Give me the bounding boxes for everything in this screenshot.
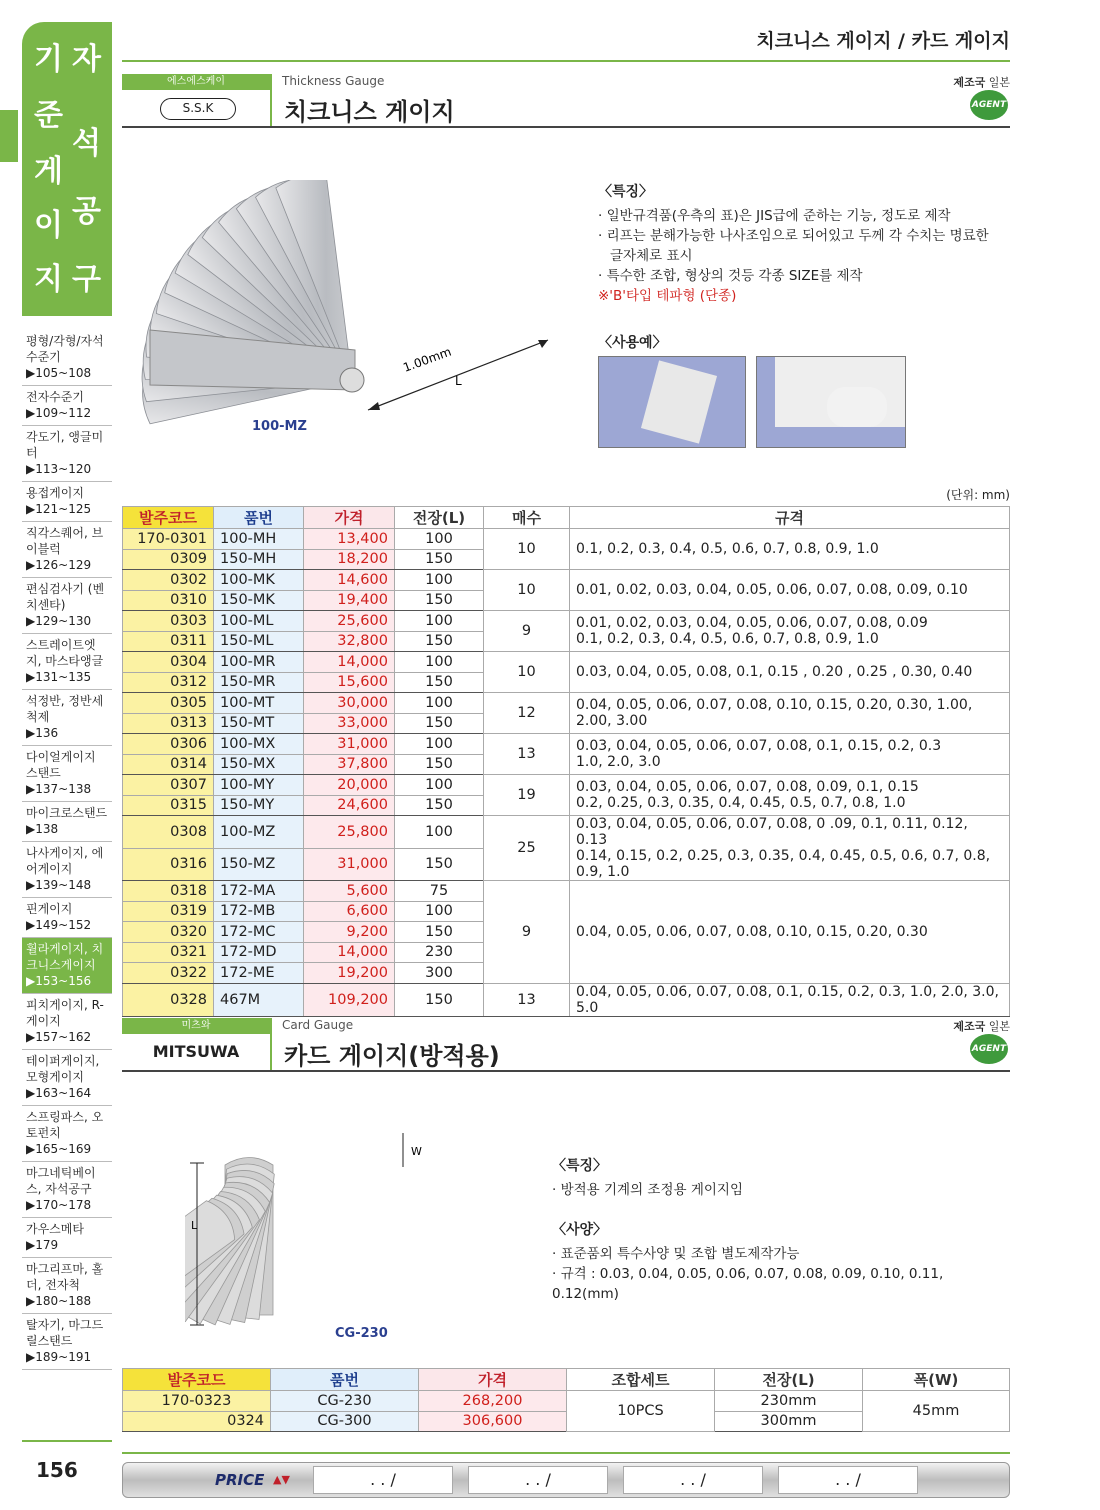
part-cell: 172-ME: [214, 963, 304, 984]
price-date-slot[interactable]: . . /: [778, 1466, 918, 1494]
code-cell: 0320: [123, 922, 214, 943]
price-date-slot[interactable]: . . /: [623, 1466, 763, 1494]
header-set: 조합세트: [567, 1369, 715, 1391]
spec-line: · 표준품외 특수사양 및 조합 별도제작가능: [552, 1246, 800, 1262]
origin: [953, 1018, 1010, 1034]
sidebar-item[interactable]: [22, 802, 112, 842]
sidebar-item-label: 석정반, 정반세척제: [26, 694, 104, 724]
length-cell: 150: [395, 590, 484, 611]
product-header: [122, 74, 1010, 130]
divider: [122, 1452, 1010, 1454]
spec-line: 0.01, 0.02, 0.03, 0.04, 0.05, 0.06, 0.07, 0.08, 0.09, 0.10: [576, 582, 968, 598]
dimension-L-label: L: [455, 374, 462, 388]
price-cell: 31,000: [304, 734, 395, 755]
origin-label: 제조국: [953, 1020, 986, 1033]
code-cell: 0322: [123, 963, 214, 984]
sidebar-item[interactable]: [22, 1162, 112, 1218]
part-cell: 100-MY: [214, 775, 304, 796]
spec-line: 0.1, 0.2, 0.3, 0.4, 0.5, 0.6, 0.7, 0.8, 0.9, 1.0: [576, 541, 879, 557]
sidebar-item-pages: ▶149~152: [26, 918, 92, 932]
sidebar-item-label: 마이크로스탠드: [26, 806, 108, 820]
sidebar-nav: [22, 330, 112, 1370]
sidebar-item-pages: ▶126~129: [26, 558, 92, 572]
code-cell: 0306: [123, 734, 214, 755]
part-cell: 172-MC: [214, 922, 304, 943]
header-length: 전장(L): [715, 1369, 863, 1391]
price-cell: 25,600: [304, 611, 395, 632]
sidebar-item-pages: ▶163~164: [26, 1086, 92, 1100]
sidebar-item-pages: ▶136: [26, 726, 59, 740]
price-cell: 20,000: [304, 775, 395, 796]
sidebar-accent: [0, 110, 18, 162]
length-cell: 150: [395, 983, 484, 1016]
sidebar-item[interactable]: [22, 386, 112, 426]
usage-heading: [598, 333, 667, 357]
sidebar-title-char: 지: [34, 262, 63, 297]
sidebar-item-label: 다이얼게이지 스탠드: [26, 750, 96, 780]
count-cell: 10: [484, 652, 570, 693]
agent-badge: AGENT: [970, 1034, 1008, 1064]
spec-line: 1.0, 2.0, 3.0: [576, 754, 661, 770]
agent-badge: AGENT: [970, 90, 1008, 120]
spec-line: 0.1, 0.2, 0.3, 0.4, 0.5, 0.6, 0.7, 0.8, 0.9, 1.0: [576, 631, 879, 647]
usage-photo-1: [598, 356, 746, 448]
price-label: PRICE: [215, 1471, 265, 1489]
length-cell: 100: [395, 529, 484, 550]
code-cell: 0308: [123, 816, 214, 849]
length-cell: 100: [395, 693, 484, 714]
thickness-gauge-image: [140, 180, 570, 440]
feature-line: 글자체로 표시: [610, 248, 693, 264]
sidebar-item[interactable]: [22, 330, 112, 386]
sidebar-title-char: 게: [34, 154, 63, 189]
spec-cell: [570, 983, 1010, 1016]
header-spec: 규격: [570, 507, 1010, 529]
length-cell: 300mm: [715, 1411, 863, 1432]
sidebar-item-label: 스프링파스, 오토펀치: [26, 1110, 104, 1140]
sidebar-item[interactable]: [22, 426, 112, 482]
image-caption: CG-230: [335, 1326, 388, 1341]
sidebar-item-pages: ▶165~169: [26, 1142, 92, 1156]
price-cell: 13,400: [304, 529, 395, 550]
length-cell: 100: [395, 901, 484, 922]
divider: [270, 74, 272, 126]
length-cell: 230mm: [715, 1391, 863, 1412]
part-cell: 172-MB: [214, 901, 304, 922]
price-cell: 31,000: [304, 848, 395, 881]
sidebar-item-pages: ▶179: [26, 1238, 59, 1252]
brand-logo: MITSUWA: [152, 1042, 240, 1061]
sidebar-item-pages: ▶138: [26, 822, 59, 836]
sidebar-item[interactable]: [22, 482, 112, 522]
length-cell: 150: [395, 713, 484, 734]
image-caption: 100-MZ: [252, 419, 307, 434]
spec-cell: [570, 734, 1010, 775]
code-cell: 0321: [123, 942, 214, 963]
page-number: 156: [36, 1458, 78, 1482]
spec-line: 0.04, 0.05, 0.06, 0.07, 0.08, 0.1, 0.15, 0.2, 0.3, 1.0, 2.0, 3.0, 5.0: [576, 983, 999, 1016]
sidebar-item-pages: ▶129~130: [26, 614, 92, 628]
brand-korean: 에스에스케이: [122, 74, 270, 90]
code-cell: 0328: [123, 983, 214, 1016]
count-cell: 25: [484, 816, 570, 881]
sidebar-item[interactable]: [22, 842, 112, 898]
spec-line: 0.01, 0.02, 0.03, 0.04, 0.05, 0.06, 0.07, 0.08, 0.09: [576, 615, 928, 631]
sidebar-item[interactable]: [22, 898, 112, 938]
origin: [953, 74, 1010, 90]
price-cell: 33,000: [304, 713, 395, 734]
spec-line: 0.03, 0.04, 0.05, 0.06, 0.07, 0.08, 0.1, 0.15, 0.2, 0.3: [576, 738, 942, 754]
sidebar-item[interactable]: [22, 1258, 112, 1314]
length-cell: 150: [395, 672, 484, 693]
price-cell: 268,200: [419, 1391, 567, 1412]
header-price: 가격: [419, 1369, 567, 1391]
sidebar-item-label: 마그리프마, 홀더, 전자척: [26, 1262, 104, 1292]
features-heading: 〈특징〉: [598, 184, 654, 200]
sidebar-item[interactable]: [22, 1218, 112, 1258]
usage-heading-text: 〈사용예〉: [598, 335, 667, 351]
sidebar-item[interactable]: [22, 938, 112, 994]
price-cell: 24,600: [304, 795, 395, 816]
part-cell: 467M: [214, 983, 304, 1016]
part-cell: 100-MR: [214, 652, 304, 673]
code-cell: 0319: [123, 901, 214, 922]
sidebar-item-pages: ▶121~125: [26, 502, 92, 516]
length-cell: 100: [395, 734, 484, 755]
length-cell: 100: [395, 611, 484, 632]
dimension-L-label: L: [191, 1219, 198, 1232]
sidebar-item-pages: ▶189~191: [26, 1350, 92, 1364]
sidebar-item[interactable]: [22, 1050, 112, 1106]
count-cell: 13: [484, 734, 570, 775]
sidebar-title-char: 준: [34, 98, 63, 133]
spec-cell: [570, 816, 1010, 881]
length-cell: 100: [395, 570, 484, 591]
part-cell: 172-MA: [214, 881, 304, 902]
feature-note: ※'B'타입 테파형 (단종): [598, 288, 737, 304]
sidebar-item-label: 나사게이지, 에어게이지: [26, 846, 104, 876]
sidebar-item-label: 편심검사기 (벤치센타): [26, 582, 105, 612]
spec-cell: [570, 652, 1010, 693]
code-cell: 0309: [123, 549, 214, 570]
part-cell: 150-MR: [214, 672, 304, 693]
spec-cell: [570, 775, 1010, 816]
spec-cell: [570, 529, 1010, 570]
part-cell: 100-MH: [214, 529, 304, 550]
brand-korean: 미츠와: [122, 1018, 270, 1034]
category-english: Card Gauge: [282, 1018, 354, 1032]
code-cell: 0304: [123, 652, 214, 673]
spec-line: 0.03, 0.04, 0.05, 0.06, 0.07, 0.08, 0 .09, 0.1, 0.11, 0.12, 0.13: [576, 816, 968, 848]
count-cell: 13: [484, 983, 570, 1016]
unit-label: (단위: mm): [946, 488, 1010, 502]
length-cell: 100: [395, 652, 484, 673]
divider: [122, 1070, 1010, 1072]
count-cell: 19: [484, 775, 570, 816]
card-gauge-image: [185, 1125, 445, 1345]
feature-line: · 특수한 조합, 형상의 것등 각종 SIZE를 제작: [598, 268, 863, 284]
sidebar-item[interactable]: [22, 746, 112, 802]
part-cell: CG-230: [271, 1391, 419, 1412]
divider: [22, 1440, 112, 1442]
price-cell: 14,000: [304, 942, 395, 963]
price-date-slot[interactable]: . . /: [468, 1466, 608, 1494]
brand-logo: S.S.K: [160, 98, 236, 120]
spec-cell: [570, 570, 1010, 611]
features: [598, 182, 1008, 306]
part-cell: 150-MX: [214, 754, 304, 775]
header-part: 품번: [271, 1369, 419, 1391]
header-length: 전장(L): [395, 507, 484, 529]
spec-line: 0.04, 0.05, 0.06, 0.07, 0.08, 0.10, 0.15, 0.20, 0.30: [576, 923, 928, 940]
code-cell: 0312: [123, 672, 214, 693]
product-title: 치크니스 게이지: [284, 98, 455, 126]
code-cell: 0310: [123, 590, 214, 611]
price-cell: 19,400: [304, 590, 395, 611]
count-cell: 12: [484, 693, 570, 734]
price-cell: 14,000: [304, 652, 395, 673]
sidebar-item[interactable]: [22, 994, 112, 1050]
sidebar-item-label: 마그네틱베이스, 자석공구: [26, 1166, 96, 1196]
sidebar-item[interactable]: [22, 634, 112, 690]
sidebar-item[interactable]: [22, 690, 112, 746]
sidebar-title-char: 기: [34, 42, 63, 77]
divider: [122, 126, 1010, 128]
part-cell: 150-MH: [214, 549, 304, 570]
code-cell: 0305: [123, 693, 214, 714]
price-cell: 18,200: [304, 549, 395, 570]
price-cell: 15,600: [304, 672, 395, 693]
part-cell: 100-MT: [214, 693, 304, 714]
price-bar: [122, 1462, 1010, 1498]
length-cell: 75: [395, 881, 484, 902]
origin-country: 일본: [988, 1020, 1010, 1033]
sidebar-item-label: 평형/각형/자석수준기: [26, 334, 104, 364]
price-cell: 5,600: [304, 881, 395, 902]
part-cell: 150-MK: [214, 590, 304, 611]
code-cell: 0307: [123, 775, 214, 796]
code-cell: 0303: [123, 611, 214, 632]
feature-line: · 일반규격품(우측의 표)은 JIS급에 준하는 기능, 정도로 제작: [598, 208, 951, 224]
code-cell: 0313: [123, 713, 214, 734]
price-cell: 37,800: [304, 754, 395, 775]
length-cell: 150: [395, 754, 484, 775]
count-cell: 10: [484, 570, 570, 611]
part-cell: 100-MZ: [214, 816, 304, 849]
sidebar-title-char: 구: [72, 262, 101, 297]
sidebar-item-label: 스트레이트엣지, 마스타앵글: [26, 638, 104, 668]
category-english: Thickness Gauge: [282, 74, 385, 88]
length-cell: 150: [395, 549, 484, 570]
usage-photo-2: [756, 356, 906, 448]
width-cell: 45mm: [863, 1391, 1010, 1432]
thickness-gauge-table: [122, 506, 1010, 1017]
sidebar-item-label: 전자수준기: [26, 390, 84, 404]
origin-label: 제조국: [953, 76, 986, 89]
spec-heading: 〈사양〉: [552, 1222, 608, 1238]
code-cell: 0324: [123, 1411, 271, 1432]
sidebar-title-char: 이: [34, 208, 63, 243]
sidebar-item-pages: ▶157~162: [26, 1030, 92, 1044]
sidebar-item[interactable]: [22, 578, 112, 634]
length-cell: 230: [395, 942, 484, 963]
set-cell: 10PCS: [567, 1391, 715, 1432]
count-cell: 9: [484, 611, 570, 652]
length-cell: 300: [395, 963, 484, 984]
code-cell: 170-0323: [123, 1391, 271, 1412]
code-cell: 0315: [123, 795, 214, 816]
code-cell: 170-0301: [123, 529, 214, 550]
divider: [122, 60, 1010, 62]
price-cell: 306,600: [419, 1411, 567, 1432]
price-triangle-icon: ▲▼: [273, 1473, 290, 1486]
part-cell: 172-MD: [214, 942, 304, 963]
part-cell: 100-ML: [214, 611, 304, 632]
length-cell: 150: [395, 631, 484, 652]
sidebar-item-label: 피치게이지, R-게이지: [26, 998, 104, 1028]
sidebar-title-char: 공: [72, 194, 101, 229]
price-date-slot[interactable]: . . /: [313, 1466, 453, 1494]
sidebar-item-label: 휠라게이지, 치크니스게이지: [26, 942, 104, 972]
part-cell: 100-MK: [214, 570, 304, 591]
spec-cell: [570, 881, 1010, 984]
sidebar-item-pages: ▶170~178: [26, 1198, 92, 1212]
price-cell: 32,800: [304, 631, 395, 652]
count-cell: 9: [484, 881, 570, 984]
spec-line: 0.14, 0.15, 0.2, 0.25, 0.3, 0.35, 0.4, 0.45, 0.5, 0.6, 0.7, 0.8, 0.9, 1.0: [576, 848, 991, 880]
count-cell: 10: [484, 529, 570, 570]
length-cell: 100: [395, 816, 484, 849]
spec-line: 0.03, 0.04, 0.05, 0.08, 0.1, 0.15 , 0.20 , 0.25 , 0.30, 0.40: [576, 664, 973, 680]
part-cell: 150-MT: [214, 713, 304, 734]
features: [552, 1156, 1002, 1304]
length-cell: 150: [395, 922, 484, 943]
feature-line: · 방적용 기계의 조정용 게이지임: [552, 1182, 743, 1198]
sidebar-item-pages: ▶180~188: [26, 1294, 92, 1308]
header-width: 폭(W): [863, 1369, 1010, 1391]
length-cell: 150: [395, 795, 484, 816]
header-price: 가격: [304, 507, 395, 529]
price-cell: 25,800: [304, 816, 395, 849]
sidebar-title-tab: [22, 22, 112, 316]
card-gauge-table: [122, 1368, 1010, 1432]
price-cell: 9,200: [304, 922, 395, 943]
dimension-W-label: W: [411, 1145, 422, 1158]
sidebar-title-char: 석: [72, 126, 101, 161]
sidebar-item[interactable]: [22, 522, 112, 578]
price-cell: 30,000: [304, 693, 395, 714]
code-cell: 0316: [123, 848, 214, 881]
sidebar-item-label: 테이퍼게이지, 모형게이지: [26, 1054, 100, 1084]
code-cell: 0318: [123, 881, 214, 902]
sidebar-item-pages: ▶109~112: [26, 406, 92, 420]
sidebar-item-label: 각도기, 앵글미터: [26, 430, 104, 460]
code-cell: 0302: [123, 570, 214, 591]
sidebar-item-pages: ▶131~135: [26, 670, 92, 684]
sidebar-item-pages: ▶105~108: [26, 366, 92, 380]
code-cell: 0311: [123, 631, 214, 652]
spec-line: · 규격 : 0.03, 0.04, 0.05, 0.06, 0.07, 0.08, 0.09, 0.10, 0.11, 0.12(mm): [552, 1266, 944, 1302]
features-heading: 〈특징〉: [552, 1158, 608, 1174]
spec-cell: [570, 693, 1010, 734]
product-title: 카드 게이지(방적용): [284, 1042, 500, 1070]
sidebar-item-label: 용접게이지: [26, 486, 84, 500]
header-count: 매수: [484, 507, 570, 529]
header-code: 발주코드: [123, 507, 214, 529]
sidebar-title-char: 자: [72, 42, 101, 77]
page-title: 치크니스 게이지 / 카드 게이지: [756, 30, 1010, 52]
part-cell: 150-ML: [214, 631, 304, 652]
feature-line: · 리프는 분해가능한 나사조임으로 되어있고 두께 각 수치는 명료한: [598, 228, 989, 244]
sidebar-item[interactable]: [22, 1106, 112, 1162]
spec-line: 0.04, 0.05, 0.06, 0.07, 0.08, 0.10, 0.15, 0.20, 0.30, 1.00, 2.00, 3.00: [576, 697, 973, 729]
divider: [270, 1018, 272, 1070]
header-part: 품번: [214, 507, 304, 529]
length-cell: 150: [395, 848, 484, 881]
spec-line: 0.03, 0.04, 0.05, 0.06, 0.07, 0.08, 0.09, 0.1, 0.15: [576, 779, 919, 795]
sidebar-item-label: 탈자기, 마그드릴스탠드: [26, 1318, 104, 1348]
price-cell: 6,600: [304, 901, 395, 922]
price-cell: 14,600: [304, 570, 395, 591]
spec-cell: [570, 611, 1010, 652]
part-cell: 150-MY: [214, 795, 304, 816]
code-cell: 0314: [123, 754, 214, 775]
sidebar-item-pages: ▶137~138: [26, 782, 92, 796]
part-cell: 100-MX: [214, 734, 304, 755]
sidebar-item-pages: ▶113~120: [26, 462, 92, 476]
sidebar-item[interactable]: [22, 1314, 112, 1370]
product-header: [122, 1018, 1010, 1074]
header-code: 발주코드: [123, 1369, 271, 1391]
price-cell: 19,200: [304, 963, 395, 984]
part-cell: 150-MZ: [214, 848, 304, 881]
sidebar-item-pages: ▶139~148: [26, 878, 92, 892]
price-cell: 109,200: [304, 983, 395, 1016]
sidebar-item-label: 핀게이지: [26, 902, 73, 916]
origin-country: 일본: [988, 76, 1010, 89]
part-cell: CG-300: [271, 1411, 419, 1432]
thickness-label: 1.00mm: [401, 344, 454, 375]
sidebar-item-pages: ▶153~156: [26, 974, 92, 988]
length-cell: 100: [395, 775, 484, 796]
spec-line: 0.2, 0.25, 0.3, 0.35, 0.4, 0.45, 0.5, 0.7, 0.8, 1.0: [576, 795, 906, 811]
sidebar-item-label: 가우스메타: [26, 1222, 84, 1236]
sidebar-item-label: 직각스퀘어, 브이블럭: [26, 526, 104, 556]
